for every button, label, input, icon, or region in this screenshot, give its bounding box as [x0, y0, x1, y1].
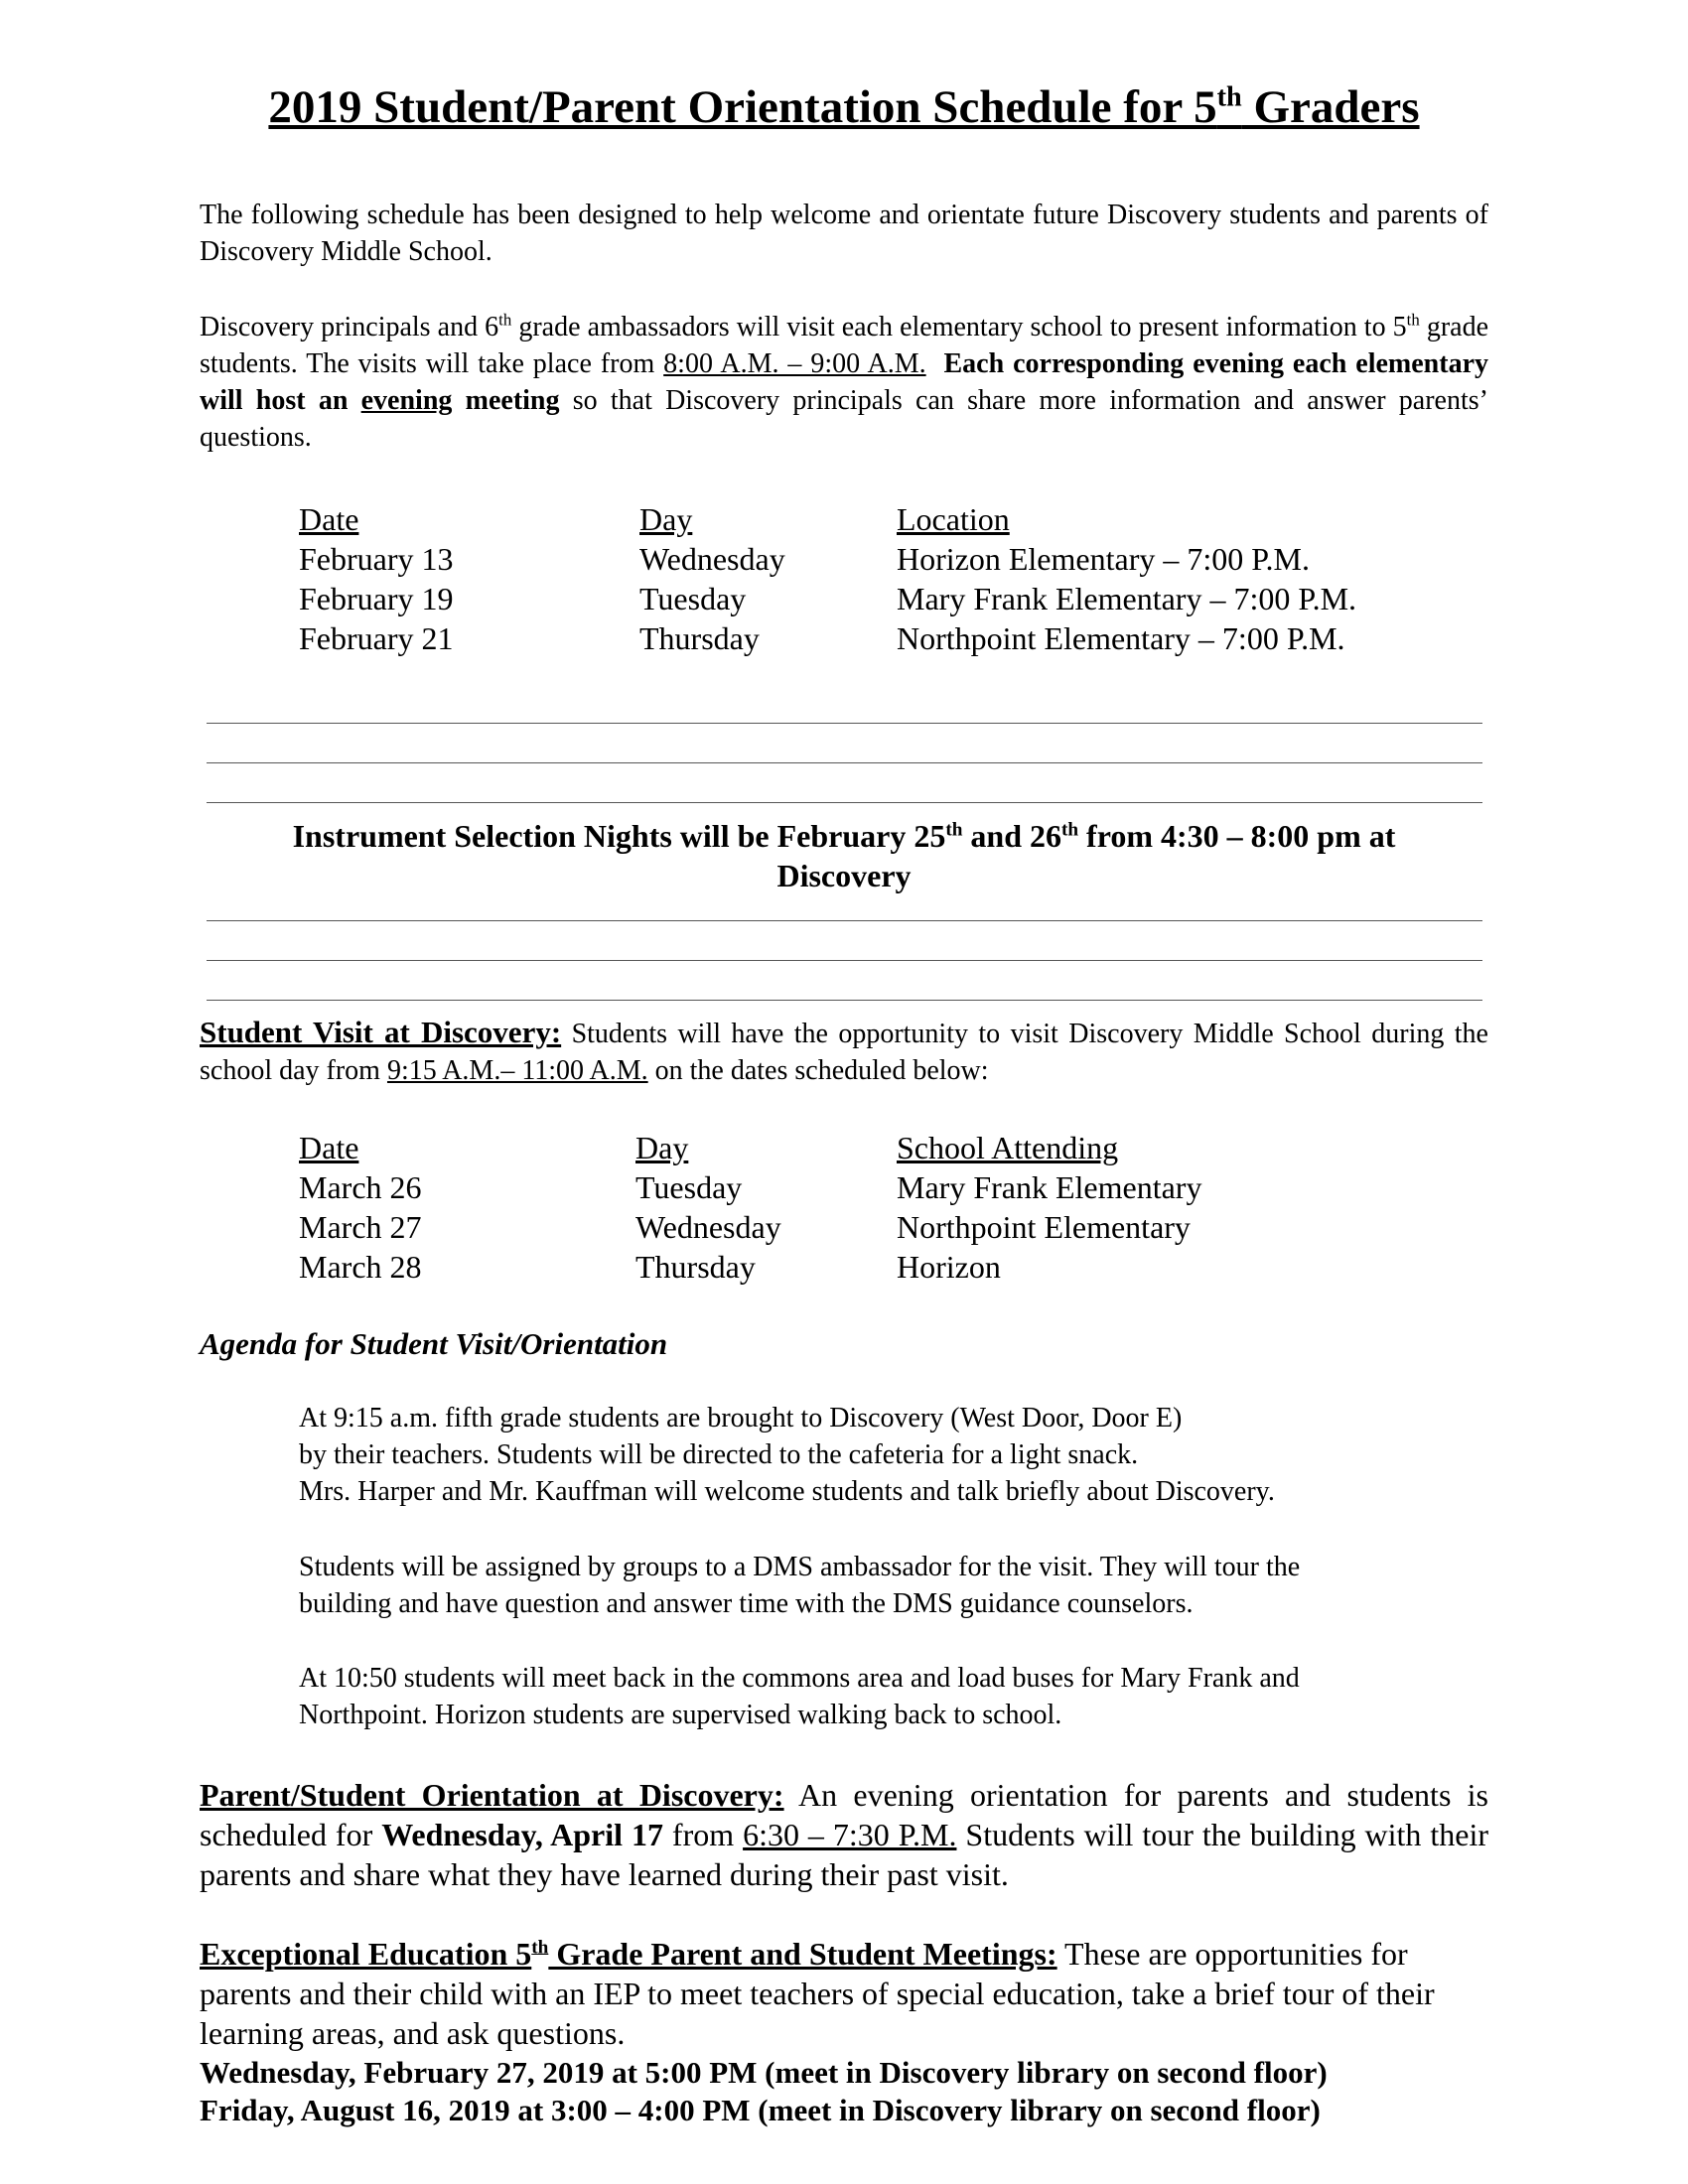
agenda-line: by their teachers. Students will be directed to the cafeteria for a light snack.: [299, 1439, 1139, 1470]
table-cell: Northpoint Elementary – 7:00 P.M.: [897, 620, 1345, 656]
table-cell: Thursday: [639, 620, 760, 656]
agenda-line: At 9:15 a.m. fifth grade students are brought to Discovery (West Door, Door E): [299, 1403, 1183, 1433]
table-cell: February 21: [299, 620, 454, 656]
exceptional-heading-1: Exceptional Education 5: [200, 1936, 532, 1972]
parent-orientation-text-1: An evening orientation for parents and students is scheduled for: [200, 1777, 1489, 1852]
agenda-line: Mrs. Harper and Mr. Kauffman will welcome students and talk briefly about Discovery.: [299, 1476, 1275, 1507]
agenda-block-2: [299, 1549, 1441, 1622]
divider-line: [207, 762, 1482, 763]
table-cell: Mary Frank Elementary – 7:00 P.M.: [897, 581, 1357, 616]
visit-text-4: so that Discovery principals can share more information and answer parents’ questions.: [200, 385, 1488, 453]
exceptional-sup: th: [531, 1937, 549, 1959]
exceptional-heading-2: Grade Parent and Student Meetings:: [548, 1936, 1057, 1972]
table-cell: Wednesday: [635, 1209, 781, 1245]
parent-orientation-paragraph: [200, 1775, 1488, 1894]
agenda-heading: Agenda for Student Visit/Orientation: [200, 1326, 668, 1361]
divider-line: [207, 723, 1482, 724]
agenda-line: Students will be assigned by groups to a DMS ambassador for the visit. They will tour the: [299, 1552, 1301, 1582]
table-cell: Northpoint Elementary: [897, 1209, 1191, 1245]
student-visit-text-2: on the dates scheduled below:: [647, 1055, 989, 1086]
parent-orientation-text-2: from: [662, 1817, 744, 1852]
table-cell: Wednesday: [639, 541, 785, 577]
parent-orientation-text-3: Students will tour the building with their parents and share what they have learned during their past visit.: [200, 1817, 1489, 1892]
visit-bold-2: meeting: [452, 385, 560, 416]
agenda-line: Northpoint. Horizon students are supervised walking back to school.: [299, 1700, 1062, 1730]
title-text: 2019 Student/Parent Orientation Schedule for 5: [268, 81, 1217, 133]
visit-time: 8:00 A.M. – 9:00 A.M.: [663, 348, 926, 379]
table-cell: February 19: [299, 581, 454, 616]
table-cell: March 27: [299, 1209, 422, 1245]
agenda-line: building and have question and answer time with the DMS guidance counselors.: [299, 1588, 1194, 1619]
meeting-date-2: Friday, August 16, 2019 at 3:00 – 4:00 PM (meet in Discovery library on second floor): [200, 2093, 1321, 2127]
table-header: School Attending: [897, 1130, 1119, 1165]
student-visit-text-1: Students will have the opportunity to visit Discovery Middle School during the school day from: [200, 1019, 1488, 1086]
instrument-text-3: from 4:30 – 8:00 pm at: [1078, 818, 1396, 854]
visit-bold-underline: evening: [360, 385, 453, 416]
agenda-block-1: [299, 1400, 1441, 1510]
student-visit-time: 9:15 A.M.– 11:00 A.M.: [386, 1055, 648, 1086]
divider-line: [207, 920, 1482, 921]
visit-bold-1: Each corresponding evening each elementary will host an: [200, 348, 1489, 416]
visit-paragraph: [200, 309, 1488, 456]
divider-line: [207, 1000, 1482, 1001]
table-header: Day: [639, 501, 693, 537]
table-cell: Tuesday: [639, 581, 747, 616]
table-cell: Mary Frank Elementary: [897, 1169, 1202, 1205]
table-cell: March 26: [299, 1169, 422, 1205]
divider-line: [207, 802, 1482, 803]
meeting-date-1: Wednesday, February 27, 2019 at 5:00 PM (meet in Discovery library on second floor): [200, 2055, 1328, 2090]
instrument-selection-notice: [200, 816, 1488, 895]
intro-paragraph: The following schedule has been designed to help welcome and orientate future Discovery students and parents of Discovery Middle School.: [200, 200, 1488, 267]
instrument-text-4: Discovery: [776, 858, 912, 893]
visit-sup-1: th: [498, 310, 512, 330]
table-cell: Horizon: [897, 1249, 1001, 1285]
divider-line: [207, 960, 1482, 961]
table-cell: Thursday: [635, 1249, 756, 1285]
table-header: Date: [299, 501, 359, 537]
title-end: Graders: [1241, 81, 1420, 133]
parent-orientation-date: Wednesday, April 17: [381, 1817, 663, 1852]
table-cell: February 13: [299, 541, 454, 577]
parent-orientation-time: 6:30 – 7:30 P.M.: [743, 1817, 957, 1852]
table-header: Location: [897, 501, 1010, 537]
parent-orientation-heading: Parent/Student Orientation at Discovery:: [200, 1777, 784, 1813]
visit-text-3: grade students. The visits will take place from: [200, 312, 1488, 379]
table-cell: Horizon Elementary – 7:00 P.M.: [897, 541, 1310, 577]
exceptional-text: These are opportunities for parents and their child with an IEP to meet teachers of special education, take a brief tour of their learning areas, and ask questions.: [200, 1936, 1435, 2051]
student-visit-heading: Student Visit at Discovery:: [200, 1015, 562, 1049]
table-header: Date: [299, 1130, 359, 1165]
exceptional-education-paragraph: [200, 1934, 1488, 2053]
instrument-sup-1: th: [945, 819, 963, 841]
visit-sup-2: th: [1406, 310, 1420, 330]
visit-text-2: grade ambassadors will visit each elementary school to present information to 5: [511, 312, 1407, 342]
page-title: [0, 77, 1688, 137]
table-header: Day: [635, 1130, 689, 1165]
instrument-text-2: and 26: [962, 818, 1061, 854]
table-cell: Tuesday: [635, 1169, 743, 1205]
agenda-block-3: [299, 1660, 1441, 1733]
instrument-text-1: Instrument Selection Nights will be February 25: [292, 818, 946, 854]
student-visit-paragraph: [200, 1014, 1488, 1089]
table-cell: March 28: [299, 1249, 422, 1285]
agenda-line: At 10:50 students will meet back in the commons area and load buses for Mary Frank and: [299, 1663, 1300, 1694]
instrument-sup-2: th: [1060, 819, 1079, 841]
visit-text-1: Discovery principals and 6: [200, 312, 499, 342]
title-superscript: th: [1216, 81, 1242, 113]
